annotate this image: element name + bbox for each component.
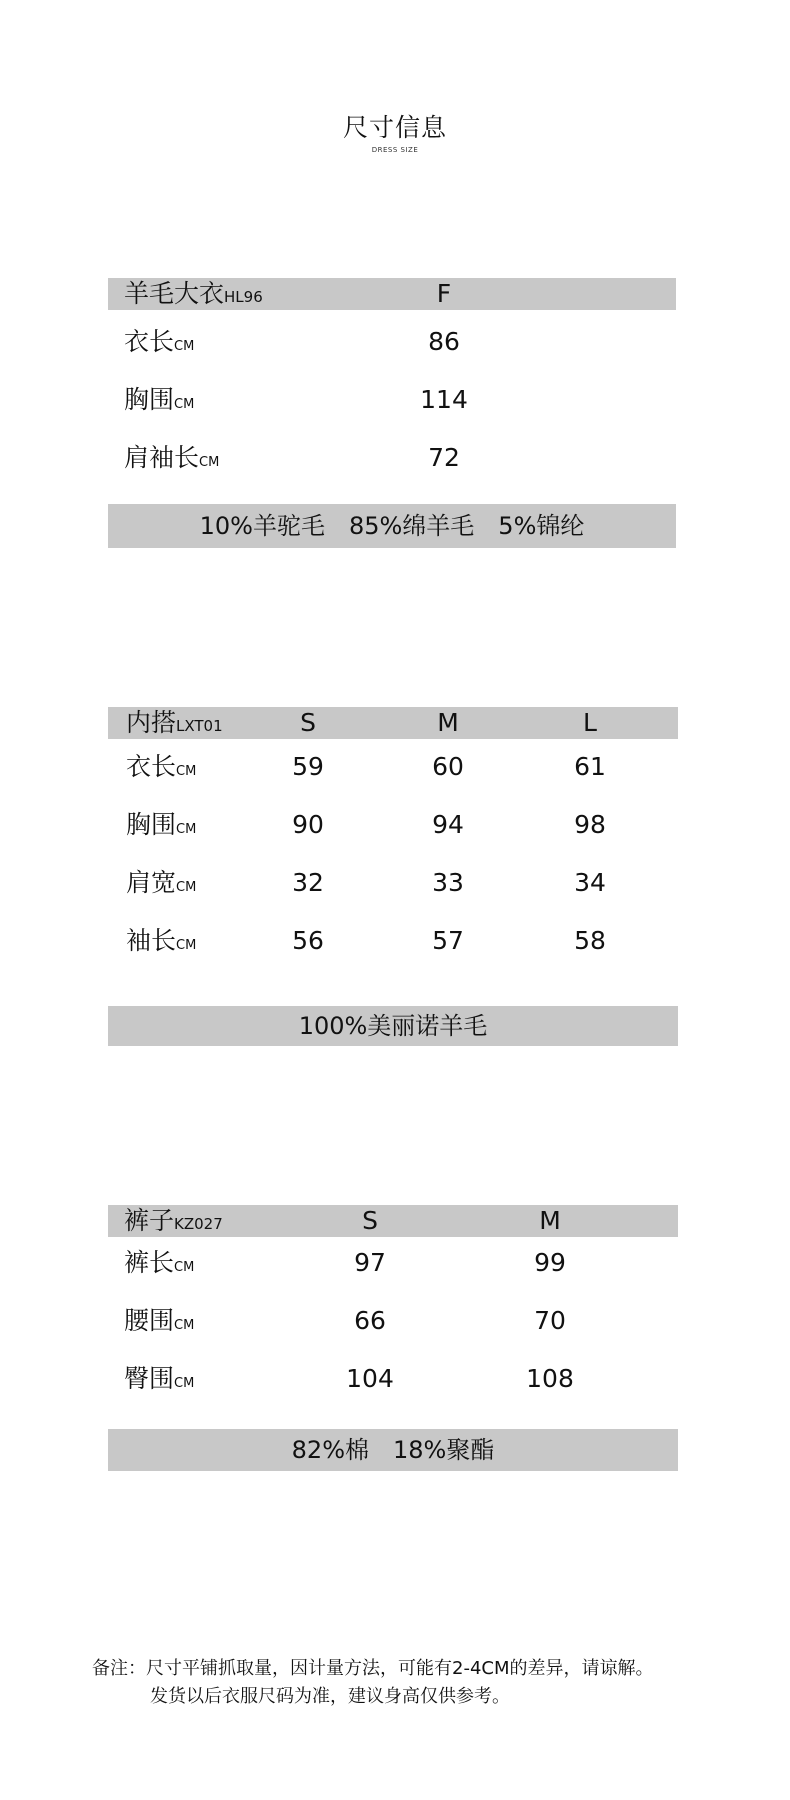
fabric-composition: 100%美丽诺羊毛 — [108, 1006, 678, 1046]
page-subtitle: DRESS SIZE — [371, 146, 419, 154]
measure-name: 腰围 — [124, 1306, 175, 1335]
measure-label — [126, 867, 196, 904]
measure-value: 97 — [354, 1248, 386, 1277]
measure-value: 104 — [346, 1364, 394, 1393]
measure-value: 57 — [432, 926, 464, 955]
table-title — [124, 278, 263, 313]
product-code: LXT01 — [176, 717, 223, 735]
measure-name: 袖长 — [126, 926, 177, 955]
page-title: 尺寸信息 — [342, 113, 447, 142]
measure-unit: CM — [176, 880, 197, 895]
measure-name: 肩袖长 — [124, 443, 200, 472]
measure-unit: CM — [176, 822, 197, 837]
measure-value: 114 — [420, 385, 468, 414]
measure-value: 94 — [432, 810, 464, 839]
measure-label — [124, 326, 194, 363]
size-header: S — [300, 708, 316, 737]
size-header: M — [539, 1206, 561, 1235]
measure-value: 61 — [574, 752, 606, 781]
measure-label — [126, 809, 196, 846]
measure-unit: CM — [176, 938, 197, 953]
measure-label — [124, 442, 219, 479]
measure-value: 98 — [574, 810, 606, 839]
measure-name: 衣长 — [124, 327, 175, 356]
measure-unit: CM — [174, 1318, 195, 1333]
measure-label — [126, 751, 196, 788]
fabric-composition: 10%羊驼毛 85%绵羊毛 5%锦纶 — [108, 504, 676, 548]
measure-unit: CM — [174, 397, 195, 412]
measure-value: 58 — [574, 926, 606, 955]
product-code: HL96 — [224, 288, 263, 306]
measure-name: 胸围 — [124, 385, 175, 414]
measure-value: 60 — [432, 752, 464, 781]
measure-label — [124, 1363, 194, 1400]
size-header: M — [437, 708, 459, 737]
measure-unit: CM — [199, 455, 220, 470]
measure-label — [124, 384, 194, 421]
measure-value: 99 — [534, 1248, 566, 1277]
measure-unit: CM — [174, 339, 195, 354]
measure-value: 72 — [428, 443, 460, 472]
measure-label — [124, 1305, 194, 1342]
size-header: L — [583, 708, 597, 737]
measure-name: 臀围 — [124, 1364, 175, 1393]
footnote-line-2: 发货以后衣服尺码为准，建议身高仅供参考。 — [150, 1686, 510, 1707]
measure-value: 108 — [526, 1364, 574, 1393]
measure-value: 59 — [292, 752, 324, 781]
size-header: F — [436, 279, 452, 308]
measure-label — [126, 925, 196, 962]
measure-name: 胸围 — [126, 810, 177, 839]
measure-value: 33 — [432, 868, 464, 897]
size-header: S — [362, 1206, 378, 1235]
measure-label — [124, 1247, 194, 1284]
measure-name: 衣长 — [126, 752, 177, 781]
measure-unit: CM — [176, 764, 197, 779]
measure-value: 90 — [292, 810, 324, 839]
fabric-composition: 82%棉 18%聚酯 — [108, 1429, 678, 1471]
measure-unit: CM — [174, 1376, 195, 1391]
product-code: KZ027 — [174, 1215, 223, 1233]
product-name: 羊毛大衣 — [124, 279, 225, 308]
measure-value: 34 — [574, 868, 606, 897]
measure-value: 66 — [354, 1306, 386, 1335]
measure-value: 70 — [534, 1306, 566, 1335]
product-name: 裤子 — [124, 1206, 175, 1235]
footnote — [92, 1655, 654, 1711]
measure-value: 32 — [292, 868, 324, 897]
product-name: 内搭 — [126, 708, 177, 737]
measure-name: 裤长 — [124, 1248, 175, 1277]
measure-value: 56 — [292, 926, 324, 955]
table-title — [126, 707, 223, 742]
measure-value: 86 — [428, 327, 460, 356]
table-title — [124, 1205, 223, 1240]
measure-unit: CM — [174, 1260, 195, 1275]
measure-name: 肩宽 — [126, 868, 177, 897]
footnote-line-1: 备注：尺寸平铺抓取量，因计量方法，可能有2-4CM的差异，请谅解。 — [92, 1658, 654, 1679]
